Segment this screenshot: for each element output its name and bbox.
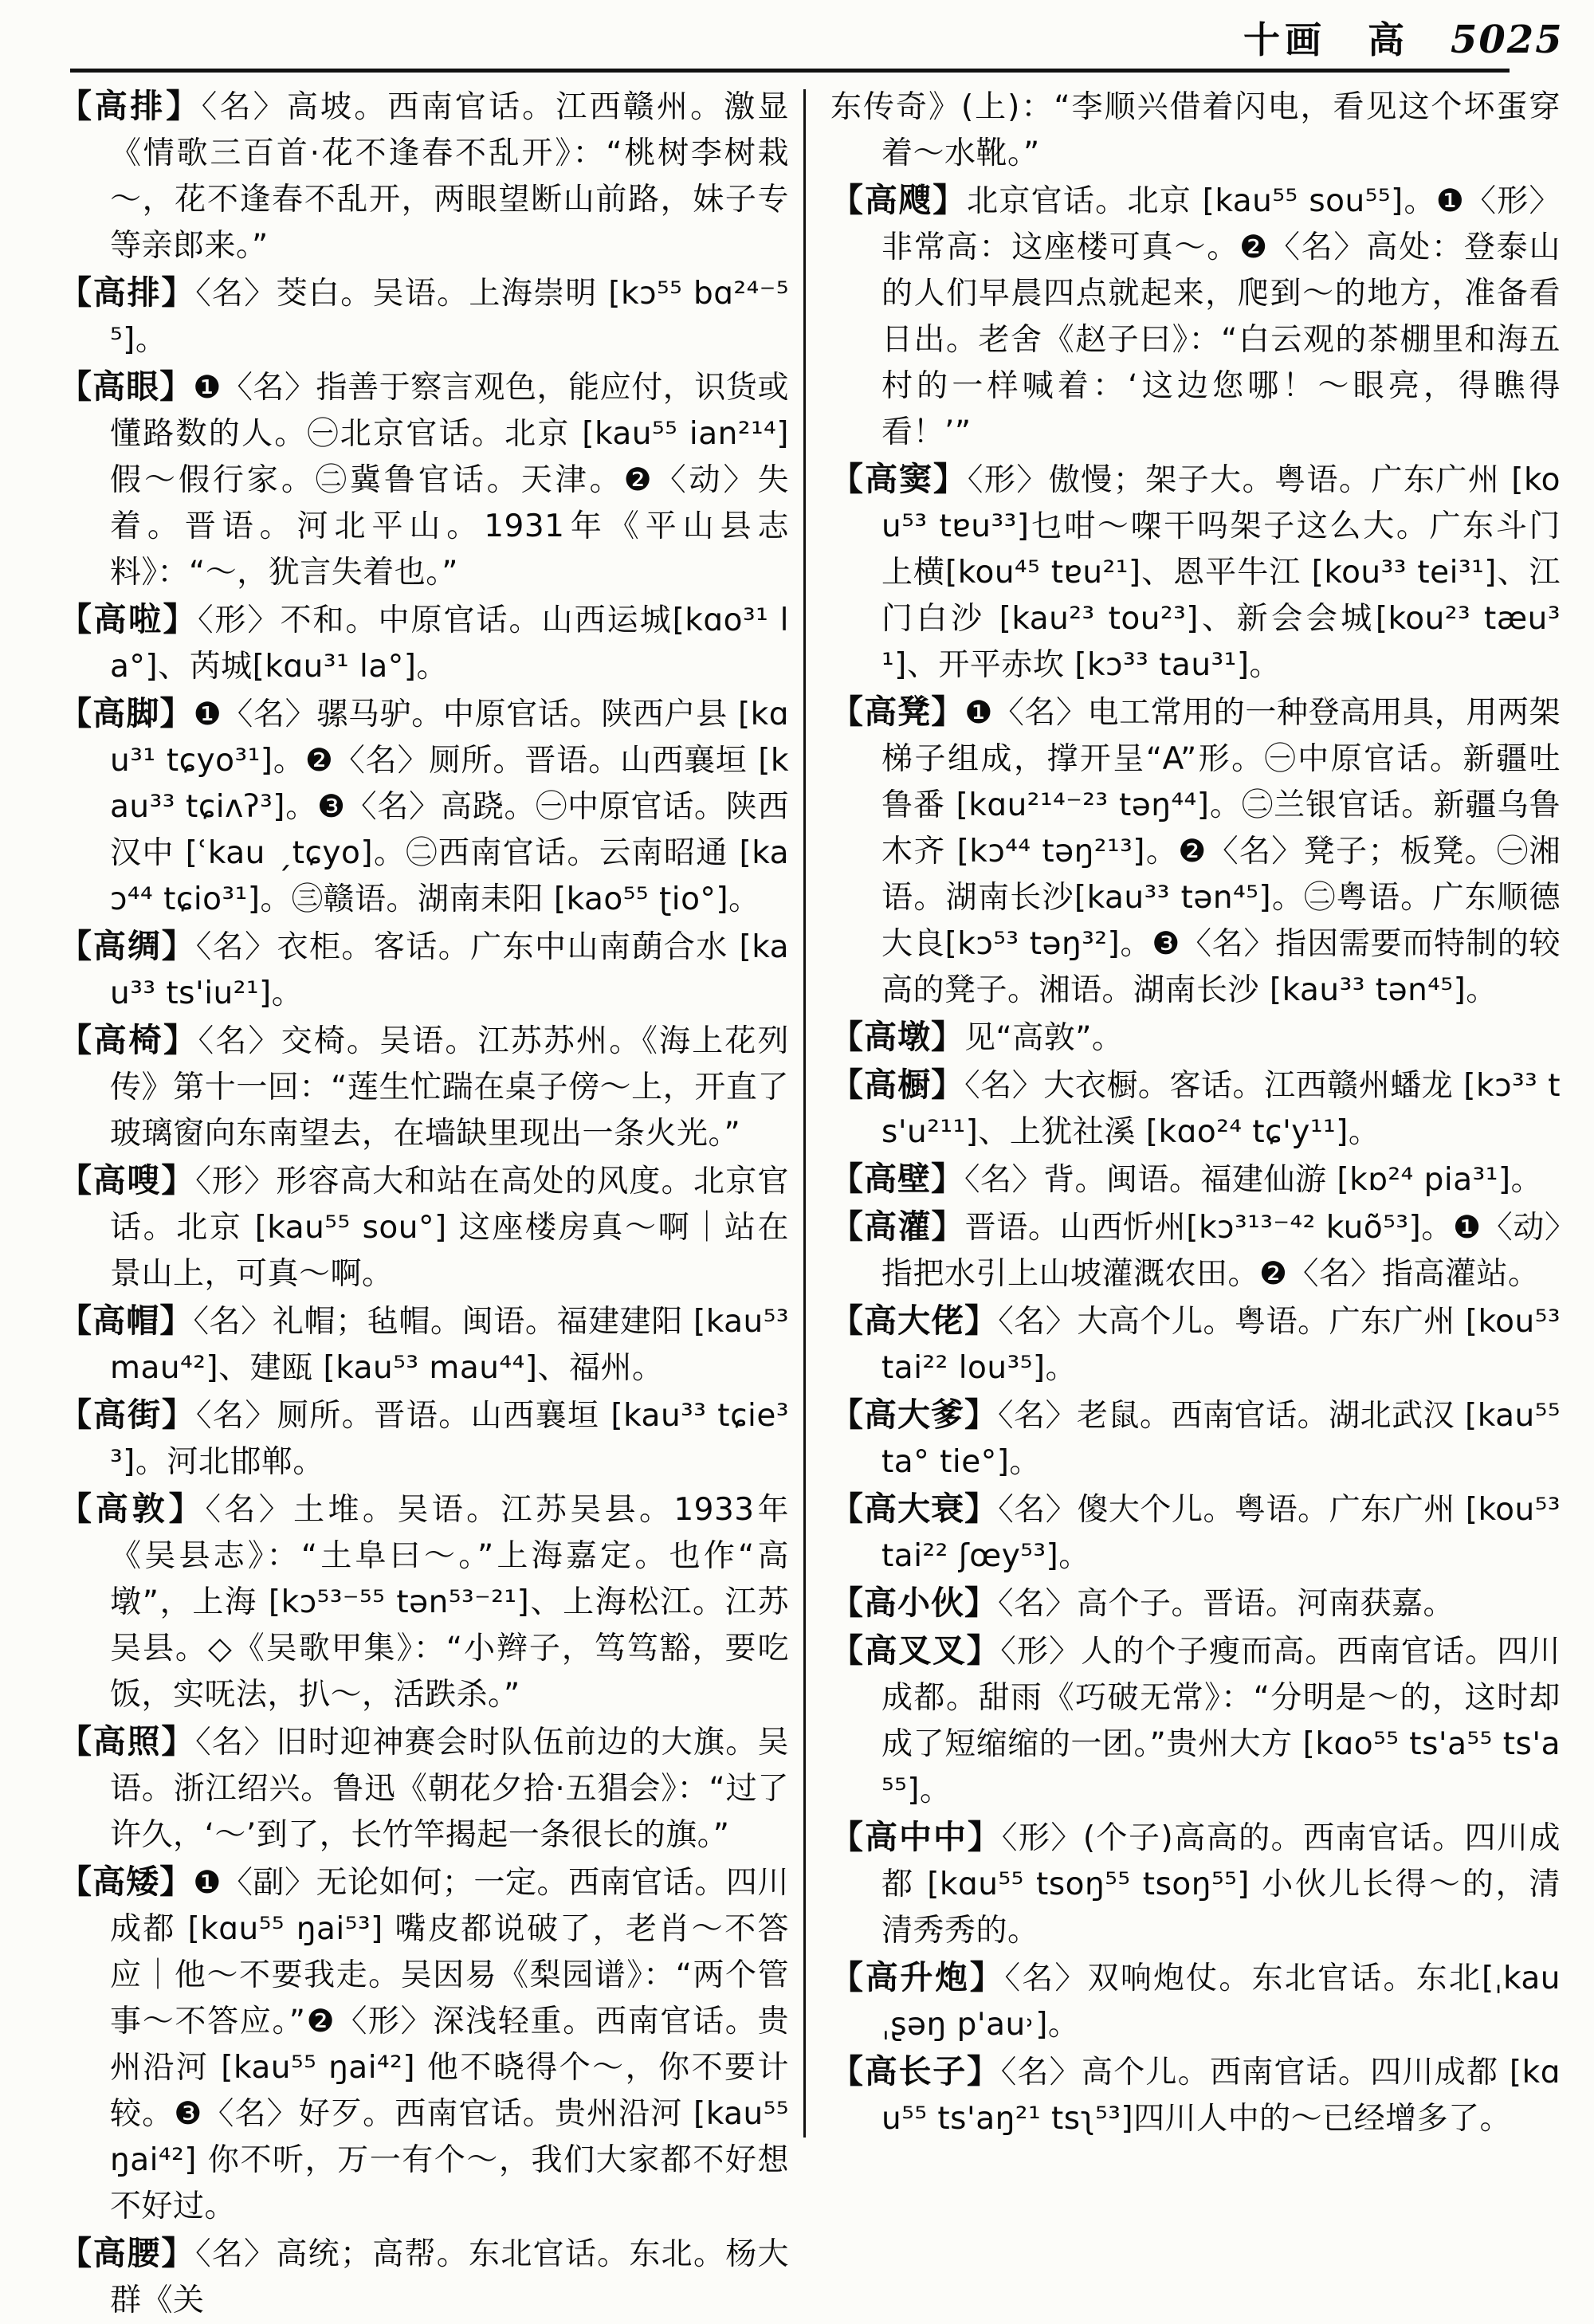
headword: 【高升炮】 — [830, 1958, 1005, 1996]
entry-gaozhao — [59, 1718, 789, 1859]
entry-body: 〈名〉衣柜。客话。广东中山南蓢合水 [kau³³ ts'iu²¹]。 — [110, 929, 789, 1011]
entry-gaomao — [59, 1297, 789, 1392]
headword: 【高照】 — [59, 1722, 196, 1761]
entry-gaojie — [59, 1392, 789, 1486]
entry-gaoyan — [59, 363, 789, 596]
entry-gaoshengpao — [830, 1954, 1561, 2048]
headword: 【高飕】 — [830, 181, 968, 219]
entry-body: 晋语。山西忻州[kɔ³¹³⁻⁴² kuõ⁵³]。❶〈动〉指把水引上山坡灌溉农田。❷〈名〉指高灌站。 — [881, 1210, 1561, 1292]
headword: 【高排】 — [59, 273, 196, 312]
headword: 【高嗖】 — [59, 1161, 196, 1199]
radical-label: 高 — [1368, 18, 1409, 61]
entry-gaodou — [830, 456, 1561, 689]
headword: 【高窦】 — [830, 460, 968, 498]
stroke-section-label: 十画 — [1243, 18, 1326, 61]
entry-gaochu-wardrobe — [830, 1062, 1561, 1156]
entry-body: ❶〈名〉电工常用的一种登高用具，用两架梯子组成，撑开呈“A”形。㊀中原官话。新疆吐鲁番 [kɑu²¹⁴⁻²³ təŋ⁴⁴]。㊁兰银官话。新疆乌鲁木齐 [kɔ⁴⁴ təŋ²¹³]。❷〈名〉凳子；板凳。㊀湘语。湖南长沙[kau³³ tən⁴⁵]。㊁粤语。广东顺德大良[kɔ⁵³ təŋ³²]。❸〈名〉指因需要而特制的较高的凳子。湘语。湖南长沙 [kau³³ tən⁴⁵]。 — [881, 695, 1561, 1008]
entry-gaodadie — [830, 1392, 1561, 1486]
headword: 【高椅】 — [59, 1021, 198, 1059]
entry-body: ❶〈名〉骡马驴。中原官话。陕西户县 [kɑu³¹ tɕyo³¹]。❷〈名〉厕所。晋语。山西襄垣 [kau³³ tɕiʌʔ³]。❸〈名〉高跷。㊀中原官话。陕西汉中 [ʿkau ˏtɕyo]。㊁西南官话。云南昭通 [kaɔ⁴⁴ tɕio³¹]。㊂赣语。湖南耒阳 [kao⁵⁵ ʈio°]。 — [110, 697, 790, 917]
entry-body: 〈名〉大衣橱。客话。江西赣州蟠龙 [kɔ³³ ts'u²¹¹]、上犹社溪 [kɑo²⁴ tɕ'y¹¹]。 — [881, 1068, 1561, 1150]
entry-gaobi — [830, 1156, 1561, 1203]
entry-gaoai — [59, 1859, 789, 2230]
headword: 【高眼】 — [59, 367, 194, 406]
entry-body: 见“高敦”。 — [964, 1020, 1124, 1056]
entry-body: 〈名〉双响炮仗。东北官话。东北[ˌkau ˌʂəŋ p'au˒]。 — [881, 1961, 1561, 2043]
entry-body: 〈名〉傻大个儿。粤语。广东广州 [kou⁵³ tai²² ʃœy⁵³]。 — [881, 1492, 1561, 1574]
headword: 【高橱】 — [830, 1066, 965, 1104]
page-header — [1243, 11, 1564, 64]
entry-gaodalao — [830, 1297, 1561, 1392]
page-number: 5025 — [1451, 18, 1564, 62]
headword: 【高灌】 — [830, 1207, 965, 1246]
entry-body: 〈形〉不和。中原官话。山西运城[kɑo³¹ la°]、芮城[kɑu³¹ la°]。 — [110, 603, 789, 685]
entry-body: 〈形〉人的个子瘦而高。西南官话。四川成都。甜雨《巧破无常》：“分明是～的，这时却成了短缩缩的一团。”贵州大方 [kɑo⁵⁵ ts'a⁵⁵ ts'a⁵⁵]。 — [881, 1634, 1561, 1808]
column-divider — [803, 89, 806, 2138]
entry-body: 北京官话。北京 [kau⁵⁵ sou⁵⁵]。❶〈形〉非常高：这座楼可真～。❷〈名〉高处：登泰山的人们早晨四点就起来，爬到～的地方，准备看日出。老舍《赵子曰》：“白云观的茶棚里和海五村的一样喊着：‘这边您哪！～眼亮，得瞧得看！’” — [881, 183, 1561, 450]
headword: 【高长子】 — [830, 2052, 1001, 2090]
headword: 【高大衰】 — [830, 1490, 999, 1528]
entry-gaopai-2 — [59, 269, 789, 363]
entry-body: 〈名〉老鼠。西南官话。湖北武汉 [kau⁵⁵ ta° tie°]。 — [881, 1398, 1561, 1480]
headword: 【高帽】 — [59, 1301, 194, 1340]
entry-gaopai-1 — [59, 83, 789, 269]
headword: 【高排】 — [59, 87, 202, 125]
headword: 【高墩】 — [830, 1018, 964, 1056]
entry-gaozhongzhong — [830, 1814, 1561, 1954]
left-column — [59, 83, 789, 2324]
entry-gaochou — [59, 923, 789, 1017]
entry-gaoyao — [59, 2230, 789, 2324]
headword: 【高叉叉】 — [830, 1631, 1001, 1670]
headword: 【高大爹】 — [830, 1396, 999, 1434]
entry-gaodashuai — [830, 1486, 1561, 1580]
entry-gaosou-wind — [830, 177, 1561, 456]
headword: 【高大佬】 — [830, 1301, 999, 1340]
entry-body: ❶〈副〉无论如何；一定。西南官话。四川成都 [kɑu⁵⁵ ŋai⁵³] 嘴皮都说破了，老肖～不答应｜他～不要我走。吴因易《梨园谱》：“两个管事～不答应。”❷〈形〉深浅轻重。西南官话。贵州沿河 [kau⁵⁵ ŋai⁴²] 他不晓得个～，你不要计较。❸〈名〉好歹。西南官话。贵州沿河 [kau⁵⁵ ŋai⁴²] 你不听，万一有个～，我们大家都不好想不好过。 — [110, 1865, 789, 2224]
headword: 【高矮】 — [59, 1863, 194, 1901]
entry-body: 〈名〉土堆。吴语。江苏吴县。1933年《吴县志》：“土阜曰～。”上海嘉定。也作“高墩”，上海 [kɔ⁵³⁻⁵⁵ tən⁵³⁻²¹]、上海松江。江苏吴县。◇《吴歌甲集》：“小辫子，笃笃豁，要吃饭，实呒法，扒～，活跌杀。” — [110, 1492, 789, 1713]
entry-gaochangzi — [830, 2048, 1561, 2142]
headword: 【高敦】 — [59, 1490, 206, 1528]
entry-gaola — [59, 596, 789, 690]
headword: 【高小伙】 — [830, 1584, 998, 1622]
headword: 【高凳】 — [830, 693, 965, 731]
entry-gaodeng — [830, 689, 1561, 1014]
headword: 【高街】 — [59, 1396, 196, 1434]
entry-body: 〈名〉高统；高帮。东北官话。东北。杨大群《关 — [110, 2236, 789, 2318]
entry-body: 〈名〉旧时迎神赛会时队伍前边的大旗。吴语。浙江绍兴。鲁迅《朝花夕拾·五猖会》：“过了许久，‘～’到了，长竹竿揭起一条很长的旗。” — [110, 1725, 789, 1853]
entry-gaoyao-continuation — [830, 83, 1561, 177]
entry-body: 〈名〉茭白。吴语。上海崇明 [kɔ⁵⁵ bɑ²⁴⁻⁵⁵]。 — [110, 276, 789, 358]
entry-gaodun-see — [830, 1014, 1561, 1062]
entry-body: 〈名〉背。闽语。福建仙游 [kɒ²⁴ pia³¹]。 — [964, 1162, 1543, 1198]
entry-gaoyi — [59, 1017, 789, 1157]
entry-gaoguan — [830, 1203, 1561, 1297]
entry-body: ❶〈名〉指善于察言观色，能应付，识货或懂路数的人。㊀北京官话。北京 [kau⁵⁵ ian²¹⁴] 假～假行家。㊁冀鲁官话。天津。❷〈动〉失着。晋语。河北平山。1931年《平山县志料》：“～，犹言失着也。” — [110, 370, 789, 591]
entry-gaochacha — [830, 1627, 1561, 1814]
headword: 【高中中】 — [830, 1818, 1002, 1856]
entry-gaoxiaohuo — [830, 1580, 1561, 1627]
entry-body: 〈名〉大高个儿。粤语。广东广州 [kou⁵³ tai²² lou³⁵]。 — [881, 1304, 1561, 1386]
entry-body: 东传奇》(上)：“李顺兴借着闪电，看见这个坏蛋穿着～水靴。” — [830, 89, 1561, 171]
headword: 【高绸】 — [59, 927, 196, 965]
entry-gaojiao — [59, 690, 789, 923]
entry-body: 〈形〉形容高大和站在高处的风度。北京官话。北京 [kau⁵⁵ sou°] 这座楼房真～啊｜站在景山上，可真～啊。 — [110, 1164, 789, 1292]
entry-body: 〈名〉高个子。晋语。河南获嘉。 — [998, 1586, 1455, 1622]
entry-body: 〈名〉礼帽；毡帽。闽语。福建建阳 [kau⁵³ mau⁴²]、建瓯 [kau⁵³ mau⁴⁴]、福州。 — [110, 1304, 789, 1386]
header-rule — [70, 69, 1510, 73]
entry-body: 〈名〉厕所。晋语。山西襄垣 [kau³³ tɕie³³]。河北邯郸。 — [110, 1398, 790, 1480]
entry-body: 〈形〉(个子)高高的。西南官话。四川成都 [kɑu⁵⁵ tsoŋ⁵⁵ tsoŋ⁵⁵] 小伙儿长得～的，清清秀秀的。 — [881, 1820, 1561, 1949]
headword: 【高壁】 — [830, 1160, 964, 1198]
right-column — [830, 83, 1561, 2142]
entry-body: 〈形〉傲慢；架子大。粤语。广东广州 [kou⁵³ tɐu³³]乜咁～㗎干吗架子这么大。广东斗门上横[kou⁴⁵ tɐu²¹]、恩平牛江 [kou³³ tei³¹]、江门白沙 [kau²³ tou²³]、新会会城[kou²³ tæu³¹]、开平赤坎 [kɔ³³ tau³¹]。 — [881, 462, 1561, 683]
headword: 【高脚】 — [59, 694, 194, 732]
headword: 【高腰】 — [59, 2234, 196, 2272]
entry-body: 〈名〉交椅。吴语。江苏苏州。《海上花列传》第十一回：“莲生忙踹在桌子傍～上，开直了玻璃窗向东南望去，在墙缺里现出一条火光。” — [110, 1023, 789, 1152]
entry-body: 〈名〉高个儿。西南官话。四川成都 [kɑu⁵⁵ ts'aŋ²¹ tsʅ⁵³]四川人中的～已经增多了。 — [881, 2055, 1561, 2137]
entry-gaodun-mound — [59, 1486, 789, 1718]
headword: 【高啦】 — [59, 600, 198, 638]
entry-gaosou — [59, 1157, 789, 1297]
entry-body: 〈名〉高坡。西南官话。江西赣州。激显《情歌三百首·花不逢春不乱开》：“桃树李树栽～，花不逢春不乱开，两眼望断山前路，妹子专等亲郎来。” — [110, 89, 789, 264]
